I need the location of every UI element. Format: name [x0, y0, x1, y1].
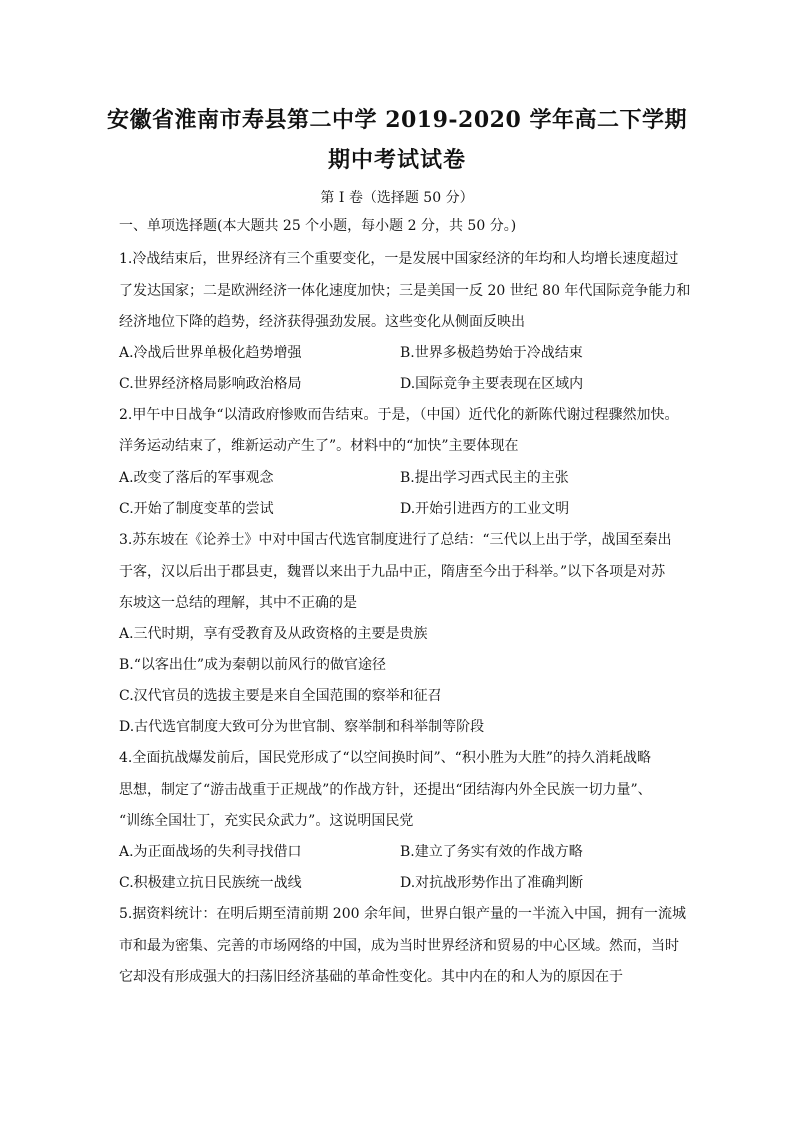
exam-title-line2: 期中考试试卷	[327, 147, 466, 173]
q3-option-b: B.“以客出仕”成为秦朝以前风行的做官途径	[119, 657, 387, 673]
q4-line3: “训练全国壮丁，充实民众武力”。这说明国民党	[119, 813, 414, 829]
q2-line1: 2.甲午中日战争“以清政府惨败而告结束。于是，（中国）近代化的新陈代谢过程骤然加快。	[119, 407, 679, 423]
q4-line1: 4.全面抗战爆发前后，国民党形成了“以空间换时间”、“积小胜为大胜”的持久消耗战略	[119, 750, 651, 766]
q2-option-a: A.改变了落后的军事观念	[119, 470, 274, 486]
volume-label: 第 I 卷（选择题 50 分）	[320, 190, 474, 206]
q1-line3: 经济地位下降的趋势，经济获得强劲发展。这些变化从侧面反映出	[119, 314, 525, 330]
q5-line1: 5.据资料统计：在明后期至清前期 200 余年间，世界白银产量的一半流入中国，拥有一流城	[119, 906, 686, 922]
q1-option-a: A.冷战后世界单极化趋势增强	[119, 345, 302, 361]
q4-option-d: D.对抗战形势作出了准确判断	[400, 875, 584, 891]
q3-option-c: C.汉代官员的选拔主要是来自全国范围的察举和征召	[119, 688, 442, 704]
q4-option-c: C.积极建立抗日民族统一战线	[119, 875, 302, 891]
q3-line2: 于客，汉以后出于郡县吏，魏晋以来出于九品中正，隋唐至今出于科举。”以下各项是对苏	[119, 564, 666, 580]
exam-title-line1: 安徽省淮南市寿县第二中学 2019-2020 学年高二下学期	[107, 107, 687, 133]
q1-line1: 1.冷战结束后，世界经济有三个重要变化，一是发展中国家经济的年均和人均增长速度超过	[119, 251, 679, 267]
q1-option-c: C.世界经济格局影响政治格局	[119, 376, 302, 392]
q3-option-d: D.古代选官制度大致可分为世官制、察举制和科举制等阶段	[119, 719, 485, 735]
q2-option-b: B.提出学习西式民主的主张	[400, 470, 569, 486]
q1-option-b: B.世界多极趋势始于冷战结束	[400, 345, 583, 361]
q5-line3: 它却没有形成强大的扫荡旧经济基础的革命性变化。其中内在的和人为的原因在于	[119, 969, 623, 985]
q1-line2: 了发达国家；二是欧洲经济一体化速度加快；三是美国一反 20 世纪 80 年代国际竞争能力和	[119, 283, 691, 299]
q4-option-b: B.建立了务实有效的作战方略	[400, 844, 583, 860]
q3-line1: 3.苏东坡在《论养士》中对中国古代选官制度进行了总结：“三代以上出于学，战国至秦出	[119, 532, 672, 548]
q3-option-a: A.三代时期，享有受教育及从政资格的主要是贵族	[119, 626, 428, 642]
q2-option-d: D.开始引进西方的工业文明	[400, 501, 570, 517]
q2-option-c: C.开始了制度变革的尝试	[119, 501, 274, 517]
q3-line3: 东坡这一总结的理解，其中不正确的是	[119, 595, 357, 611]
q2-line2: 洋务运动结束了，维新运动产生了”。材料中的“加快”主要体现在	[119, 438, 519, 454]
q5-line2: 市和最为密集、完善的市场网络的中国，成为当时世界经济和贸易的中心区域。然而，当时	[119, 938, 679, 954]
section-header: 一、单项选择题(本大题共 25 个小题，每小题 2 分，共 50 分。)	[119, 218, 517, 234]
q4-option-a: A.为正面战场的失利寻找借口	[119, 844, 302, 860]
q1-option-d: D.国际竞争主要表现在区域内	[400, 376, 584, 392]
q4-line2: 思想，制定了“游击战重于正规战”的作战方针，还提出“团结海内外全民族一切力量”、	[119, 782, 652, 798]
